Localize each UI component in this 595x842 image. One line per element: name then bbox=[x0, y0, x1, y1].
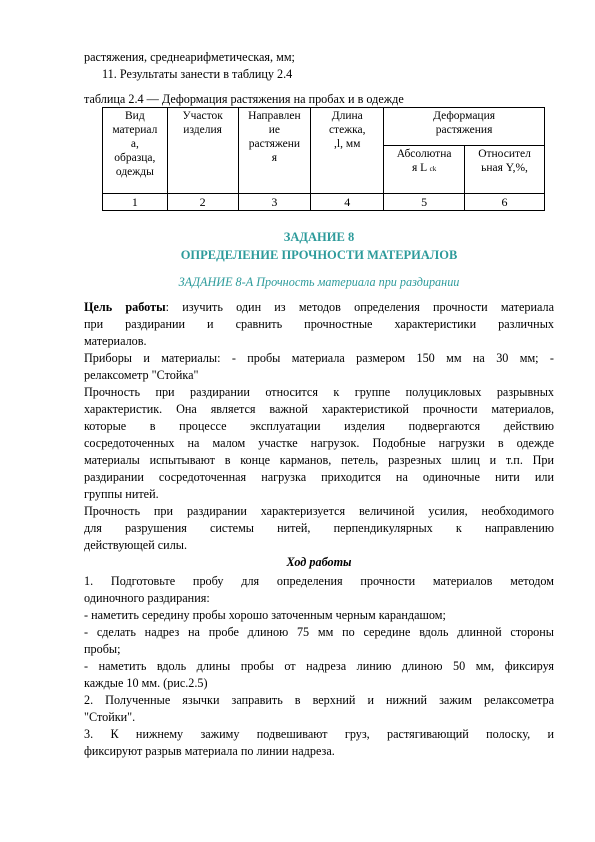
para2-line: для разрушения системы нитей, перпендикулярных к направлению bbox=[84, 521, 554, 535]
para2-line: Прочность при раздирании характеризуется величиной усилия, необходимого bbox=[84, 504, 554, 518]
header-absolute: Абсолютна я L ck bbox=[384, 146, 465, 194]
goal-line-1: Цель работы: изучить один из методов определения прочности материала bbox=[84, 300, 554, 314]
step-line: 2. Полученные язычки заправить в верхний и нижний зажим релаксометра bbox=[84, 693, 554, 707]
para1-line: материалы испытывают в конце карманов, петель, разрезных шлиц и т.п. При bbox=[84, 453, 554, 467]
goal-line-2: при раздирании и сравнить прочностные характеристики различных bbox=[84, 317, 554, 331]
step-line: - сделать надрез на пробе длиною 75 мм по середине вдоль длинной стороны bbox=[84, 625, 554, 639]
item-11: 11. Результаты занести в таблицу 2.4 bbox=[102, 67, 293, 81]
goal-line-3: материалов. bbox=[84, 334, 147, 348]
header-section: Участок изделия bbox=[167, 108, 238, 194]
header-material: Вид материал а, образца, одежды bbox=[103, 108, 168, 194]
deformation-table bbox=[102, 107, 545, 211]
step-line: фиксируют разрыв материала по линии надреза. bbox=[84, 744, 335, 758]
step-line: - наметить вдоль длины пробы от надреза линию длиною 50 мм, фиксируя bbox=[84, 659, 554, 673]
header-stitch-length: Длина стежка, ,l, мм bbox=[311, 108, 384, 194]
step-line: каждые 10 мм. (рис.2.5) bbox=[84, 676, 208, 690]
step-line: одиночного раздирания: bbox=[84, 591, 210, 605]
para1-line: раздирании сосредоточенная нагрузка приходится на одиночные нити или bbox=[84, 470, 554, 484]
header-relative: Относител ьная Y,%, bbox=[465, 146, 545, 194]
step-line: 3. К нижнему зажиму подвешивают груз, растягивающий полоску, и bbox=[84, 727, 554, 741]
para1-line: сосредоточенных на малом участке нагрузок. Подобные нагрузки в одежде bbox=[84, 436, 554, 450]
header-deformation: Деформация растяжения bbox=[384, 108, 545, 146]
top-line: растяжения, среднеарифметическая, мм; bbox=[84, 50, 295, 64]
para1-line: которые в процессе эксплуатации изделия подвергаются действию bbox=[84, 419, 554, 433]
header-direction: Направлен ие растяжени я bbox=[238, 108, 311, 194]
step-line: - наметить середину пробы хорошо заточенным черным карандашом; bbox=[84, 608, 446, 622]
tools-line-1: Приборы и материалы: - пробы материала размером 150 мм на 30 мм; - bbox=[84, 351, 554, 365]
table-caption: таблица 2.4 — Деформация растяжения на пробах и в одежде bbox=[84, 92, 404, 106]
step-line: 1. Подготовьте пробу для определения прочности материалов методом bbox=[84, 574, 554, 588]
work-heading: Ход работы bbox=[286, 555, 352, 569]
task-title: ЗАДАНИЕ 8 bbox=[283, 230, 355, 244]
para1-line: Прочность при раздирании относится к группе полуцикловых разрывных bbox=[84, 385, 554, 399]
para1-line: характеристик. Она является важной характеристикой прочности материалов, bbox=[84, 402, 554, 416]
step-line: пробы; bbox=[84, 642, 121, 656]
subtask-title: ЗАДАНИЕ 8-А Прочность материала при раздирании bbox=[178, 275, 460, 289]
para1-line: группы нитей. bbox=[84, 487, 159, 501]
table-row: 1 2 3 4 5 6 bbox=[103, 194, 545, 211]
step-line: "Стойки". bbox=[84, 710, 136, 724]
task-heading: ОПРЕДЕЛЕНИЕ ПРОЧНОСТИ МАТЕРИАЛОВ bbox=[180, 248, 458, 262]
tools-line-2: релаксометр "Стойка" bbox=[84, 368, 199, 382]
para2-line: действующей силы. bbox=[84, 538, 188, 552]
